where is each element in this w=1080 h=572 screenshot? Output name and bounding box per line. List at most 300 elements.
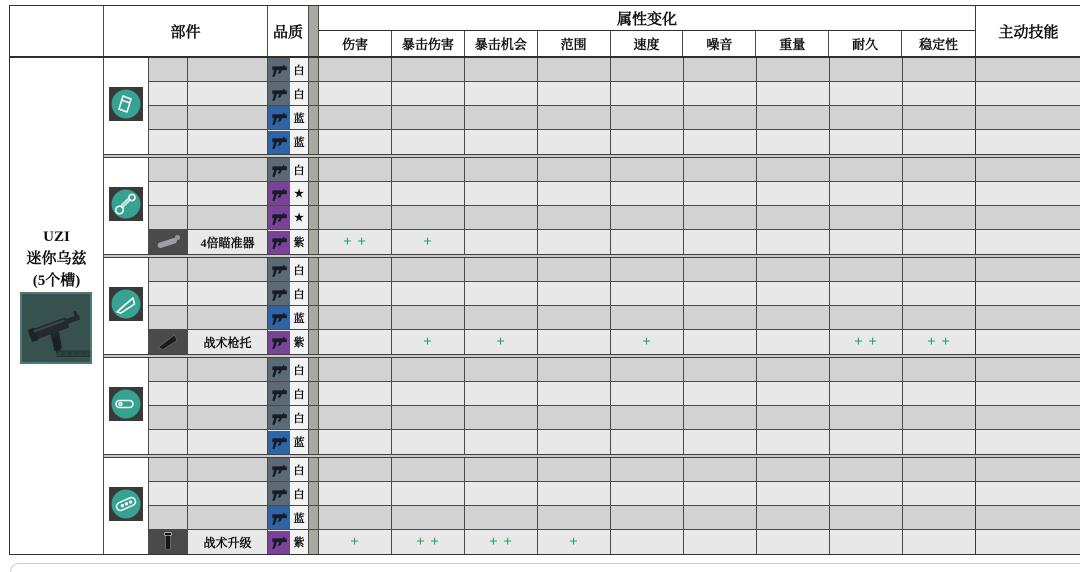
gun-icon xyxy=(268,131,290,154)
active-skill-cell xyxy=(976,330,1080,354)
table-row xyxy=(149,282,1080,306)
table-row xyxy=(149,530,1080,554)
attr-cell-noise xyxy=(684,282,757,305)
attr-cell-durability xyxy=(830,82,903,105)
quality-weapon-icon-cell xyxy=(268,58,290,81)
active-skill-cell xyxy=(976,430,1080,454)
part-name-cell xyxy=(188,406,268,429)
quality-weapon-icon-cell xyxy=(268,258,290,281)
part-icon-cell xyxy=(149,158,188,181)
part-icon-cell xyxy=(149,458,188,481)
attr-cell-noise xyxy=(684,382,757,405)
part-name-cell xyxy=(188,306,268,329)
separator-bar-cell xyxy=(309,130,319,154)
gun-icon xyxy=(268,58,290,81)
attr-cell-stability xyxy=(903,530,976,554)
attr-cell-stability xyxy=(903,306,976,329)
attr-cell-range: + xyxy=(538,530,611,554)
stock-part-icon xyxy=(149,330,188,354)
active-skill-cell xyxy=(976,206,1080,229)
attr-cell-crit-damage xyxy=(392,158,465,181)
attr-cell-range xyxy=(538,506,611,529)
attr-cell-weight xyxy=(757,206,830,229)
separator-bar-cell xyxy=(309,506,319,529)
quality-weapon-icon-cell xyxy=(268,482,290,505)
attr-cell-durability xyxy=(830,282,903,305)
attr-cell-range xyxy=(538,382,611,405)
attr-cell-damage xyxy=(319,358,392,381)
attr-cell-durability xyxy=(830,430,903,454)
attr-cell-weight xyxy=(757,130,830,154)
part-name-cell xyxy=(188,482,268,505)
attr-cell-weight xyxy=(757,358,830,381)
attr-cell-durability xyxy=(830,182,903,205)
part-name-cell xyxy=(188,106,268,129)
scope-icon xyxy=(109,187,143,226)
attr-cell-speed xyxy=(611,82,684,105)
header-attr-durability: 耐久 xyxy=(829,31,902,56)
quality-label-cell: 白 xyxy=(290,406,309,429)
attr-cell-stability: + + xyxy=(903,330,976,354)
attr-cell-range xyxy=(538,482,611,505)
attr-cell-noise xyxy=(684,130,757,154)
attr-cell-crit-damage xyxy=(392,406,465,429)
slot-cell-3 xyxy=(104,258,149,354)
suppressor-icon xyxy=(109,487,143,526)
attr-cell-range xyxy=(538,406,611,429)
attr-cell-damage xyxy=(319,258,392,281)
header-attr-damage: 伤害 xyxy=(319,31,392,56)
attr-cell-weight xyxy=(757,230,830,254)
attr-cell-crit-damage xyxy=(392,206,465,229)
attr-cell-crit-damage xyxy=(392,306,465,329)
attr-cell-crit-damage xyxy=(392,482,465,505)
header-attr-speed: 速度 xyxy=(611,31,684,56)
slot-group-2 xyxy=(104,158,1080,254)
gun-icon xyxy=(268,382,290,405)
attr-cell-stability xyxy=(903,506,976,529)
attr-cell-noise xyxy=(684,330,757,354)
part-icon-cell xyxy=(149,206,188,229)
active-skill-cell xyxy=(976,306,1080,329)
attr-cell-noise xyxy=(684,358,757,381)
attr-cell-crit-chance xyxy=(465,258,538,281)
quality-weapon-icon-cell xyxy=(268,530,290,554)
attr-cell-damage xyxy=(319,106,392,129)
quality-weapon-icon-cell xyxy=(268,130,290,154)
slot-group-3 xyxy=(104,258,1080,354)
table-row xyxy=(149,58,1080,82)
gun-icon xyxy=(268,258,290,281)
attr-cell-damage: + xyxy=(319,530,392,554)
attr-cell-range xyxy=(538,330,611,354)
table-row xyxy=(149,258,1080,282)
attr-cell-noise xyxy=(684,406,757,429)
attr-cell-weight xyxy=(757,106,830,129)
attr-cell-durability xyxy=(830,130,903,154)
attr-cell-range xyxy=(538,82,611,105)
attr-cell-range xyxy=(538,230,611,254)
gun-icon xyxy=(268,82,290,105)
weapon-name-cn: 迷你乌兹 xyxy=(26,251,87,267)
separator-bar-cell xyxy=(309,182,319,205)
attr-cell-damage xyxy=(319,458,392,481)
quality-weapon-icon-cell xyxy=(268,430,290,454)
separator-bar-cell xyxy=(309,230,319,254)
table-row xyxy=(149,182,1080,206)
part-icon-cell xyxy=(149,58,188,81)
quality-label-cell: 白 xyxy=(290,458,309,481)
attr-cell-speed xyxy=(611,58,684,81)
table-body xyxy=(10,58,1080,554)
uzi-weapon-image xyxy=(20,292,92,369)
table-row xyxy=(149,230,1080,254)
scope-part-icon xyxy=(149,230,188,254)
part-name-cell xyxy=(188,158,268,181)
weapon-info-cell xyxy=(10,58,104,554)
active-skill-cell xyxy=(976,358,1080,381)
quality-label-cell: 白 xyxy=(290,158,309,181)
attr-cell-damage xyxy=(319,58,392,81)
gun-icon xyxy=(268,431,290,454)
attr-cell-noise xyxy=(684,530,757,554)
attr-cell-crit-chance xyxy=(465,382,538,405)
quality-label-cell: 白 xyxy=(290,258,309,281)
table-row xyxy=(149,106,1080,130)
stock-icon xyxy=(109,287,143,326)
table-row xyxy=(149,206,1080,230)
gun-icon xyxy=(268,306,290,329)
gun-icon xyxy=(268,158,290,181)
active-skill-cell xyxy=(976,506,1080,529)
active-skill-cell xyxy=(976,406,1080,429)
attr-cell-weight xyxy=(757,82,830,105)
attr-cell-crit-chance: + + xyxy=(465,530,538,554)
header-attr-noise: 噪音 xyxy=(683,31,756,56)
quality-label-cell: 白 xyxy=(290,82,309,105)
attr-cell-damage xyxy=(319,406,392,429)
attr-cell-crit-damage xyxy=(392,358,465,381)
part-name-cell xyxy=(188,458,268,481)
attr-cell-crit-damage xyxy=(392,458,465,481)
quality-label-cell: 紫 xyxy=(290,230,309,254)
separator-bar-cell xyxy=(309,530,319,554)
part-icon-cell xyxy=(149,106,188,129)
header-active-skill: 主动技能 xyxy=(998,24,1059,41)
slot-group-4 xyxy=(104,358,1080,454)
next-section-top-border xyxy=(10,563,1080,572)
attr-cell-crit-damage xyxy=(392,382,465,405)
header-attr-crit-chance: 暴击机会 xyxy=(465,31,538,56)
attr-cell-crit-chance xyxy=(465,58,538,81)
quality-label-cell: 蓝 xyxy=(290,506,309,529)
quality-weapon-icon-cell xyxy=(268,358,290,381)
attr-cell-speed xyxy=(611,182,684,205)
attr-cell-stability xyxy=(903,358,976,381)
separator-bar-cell xyxy=(309,382,319,405)
header-parts: 部件 xyxy=(104,6,268,56)
attr-cell-damage xyxy=(319,430,392,454)
gun-icon xyxy=(268,358,290,381)
separator-bar-cell xyxy=(309,306,319,329)
attr-cell-durability xyxy=(830,58,903,81)
part-icon-cell xyxy=(149,430,188,454)
attr-cell-durability xyxy=(830,106,903,129)
attr-cell-damage xyxy=(319,206,392,229)
active-skill-cell xyxy=(976,530,1080,554)
attr-cell-speed xyxy=(611,258,684,281)
table-row xyxy=(149,406,1080,430)
attr-cell-range xyxy=(538,206,611,229)
quality-label-cell: 白 xyxy=(290,58,309,81)
attr-cell-noise xyxy=(684,458,757,481)
grip-part-icon xyxy=(149,530,188,554)
attr-cell-stability xyxy=(903,130,976,154)
part-icon-cell xyxy=(149,182,188,205)
attr-cell-stability xyxy=(903,458,976,481)
separator-bar-cell xyxy=(309,458,319,481)
attr-cell-durability xyxy=(830,306,903,329)
attr-cell-noise xyxy=(684,206,757,229)
quality-label-cell: 白 xyxy=(290,382,309,405)
attr-cell-stability xyxy=(903,106,976,129)
weapon-name-en: UZI xyxy=(43,229,70,245)
attr-cell-stability xyxy=(903,430,976,454)
part-name-cell xyxy=(188,358,268,381)
quality-weapon-icon-cell xyxy=(268,382,290,405)
attr-cell-stability xyxy=(903,482,976,505)
active-skill-cell xyxy=(976,106,1080,129)
attr-cell-noise xyxy=(684,58,757,81)
attr-cell-crit-chance xyxy=(465,430,538,454)
quality-label-cell: 蓝 xyxy=(290,430,309,454)
attr-cell-speed xyxy=(611,130,684,154)
header-separator-bar xyxy=(309,6,319,56)
quality-label-cell: 蓝 xyxy=(290,106,309,129)
part-icon-cell xyxy=(149,130,188,154)
attr-cell-durability xyxy=(830,206,903,229)
attr-cell-crit-chance xyxy=(465,82,538,105)
part-name-cell xyxy=(188,258,268,281)
active-skill-cell xyxy=(976,182,1080,205)
quality-label-cell: ★ xyxy=(290,206,309,229)
attr-cell-speed xyxy=(611,230,684,254)
quality-weapon-icon-cell xyxy=(268,282,290,305)
attr-cell-durability xyxy=(830,230,903,254)
attr-cell-stability xyxy=(903,82,976,105)
attr-cell-durability xyxy=(830,482,903,505)
part-icon-cell xyxy=(149,258,188,281)
table-row xyxy=(149,330,1080,354)
attr-cell-noise xyxy=(684,506,757,529)
gun-icon xyxy=(268,231,290,254)
part-icon-cell xyxy=(149,482,188,505)
gun-icon xyxy=(268,282,290,305)
weapon-title xyxy=(10,226,103,292)
part-name-cell: 战术升级 xyxy=(188,530,268,554)
attr-cell-range xyxy=(538,182,611,205)
attr-cell-speed xyxy=(611,430,684,454)
attr-cell-noise xyxy=(684,82,757,105)
separator-bar-cell xyxy=(309,482,319,505)
attr-cell-stability xyxy=(903,282,976,305)
quality-label-cell: 蓝 xyxy=(290,130,309,154)
attr-cell-speed xyxy=(611,106,684,129)
attr-cell-speed xyxy=(611,158,684,181)
attr-cell-crit-chance xyxy=(465,230,538,254)
attr-cell-speed xyxy=(611,282,684,305)
weapon-slots-note: (5个槽) xyxy=(32,273,81,289)
attr-cell-weight xyxy=(757,482,830,505)
active-skill-cell xyxy=(976,230,1080,254)
quality-label-cell: 白 xyxy=(290,358,309,381)
part-name-cell: 4倍瞄准器 xyxy=(188,230,268,254)
header-attr-change: 属性变化 xyxy=(319,6,975,31)
part-icon-cell xyxy=(149,382,188,405)
quality-weapon-icon-cell xyxy=(268,330,290,354)
attr-cell-crit-damage xyxy=(392,258,465,281)
attr-cell-range xyxy=(538,130,611,154)
attr-cell-noise xyxy=(684,182,757,205)
slot-cell-4 xyxy=(104,358,149,454)
table-row xyxy=(149,506,1080,530)
attr-cell-crit-chance xyxy=(465,158,538,181)
table-row xyxy=(149,158,1080,182)
attr-cell-crit-damage xyxy=(392,282,465,305)
uzi-attachment-table xyxy=(9,5,1080,555)
part-name-cell xyxy=(188,182,268,205)
quality-label-cell: 白 xyxy=(290,482,309,505)
attr-cell-range xyxy=(538,158,611,181)
part-name-cell xyxy=(188,58,268,81)
header-empty-cell xyxy=(10,6,104,56)
quality-weapon-icon-cell xyxy=(268,158,290,181)
attr-cell-range xyxy=(538,430,611,454)
attr-cell-weight xyxy=(757,330,830,354)
attr-cell-weight xyxy=(757,182,830,205)
active-skill-cell xyxy=(976,58,1080,81)
active-skill-cell xyxy=(976,382,1080,405)
table-header xyxy=(10,6,1080,58)
attr-cell-durability: + + xyxy=(830,330,903,354)
separator-bar-cell xyxy=(309,282,319,305)
attr-cell-speed xyxy=(611,506,684,529)
attr-cell-speed xyxy=(611,358,684,381)
part-name-cell xyxy=(188,430,268,454)
part-name-cell xyxy=(188,82,268,105)
attr-cell-crit-damage xyxy=(392,82,465,105)
attr-cell-speed xyxy=(611,382,684,405)
separator-bar-cell xyxy=(309,258,319,281)
attr-cell-durability xyxy=(830,158,903,181)
attr-cell-weight xyxy=(757,158,830,181)
active-skill-cell xyxy=(976,82,1080,105)
gun-icon xyxy=(268,406,290,429)
slot-cell-5 xyxy=(104,458,149,554)
attr-cell-crit-damage: + + xyxy=(392,530,465,554)
table-row xyxy=(149,82,1080,106)
separator-bar-cell xyxy=(309,158,319,181)
attr-cell-crit-chance xyxy=(465,282,538,305)
quality-weapon-icon-cell xyxy=(268,230,290,254)
attr-cell-noise xyxy=(684,106,757,129)
attr-cell-weight xyxy=(757,58,830,81)
quality-label-cell: 紫 xyxy=(290,330,309,354)
quality-weapon-icon-cell xyxy=(268,206,290,229)
quality-weapon-icon-cell xyxy=(268,106,290,129)
attr-cell-range xyxy=(538,282,611,305)
table-row xyxy=(149,130,1080,154)
part-name-cell xyxy=(188,506,268,529)
part-name-cell xyxy=(188,130,268,154)
part-icon-cell xyxy=(149,282,188,305)
attr-cell-stability xyxy=(903,58,976,81)
table-row xyxy=(149,306,1080,330)
attr-cell-damage xyxy=(319,482,392,505)
attr-cell-damage xyxy=(319,130,392,154)
attr-cell-crit-chance xyxy=(465,406,538,429)
attr-cell-weight xyxy=(757,430,830,454)
attr-cell-weight xyxy=(757,282,830,305)
attr-cell-speed xyxy=(611,530,684,554)
attr-cell-speed xyxy=(611,306,684,329)
attr-cell-durability xyxy=(830,506,903,529)
separator-bar-cell xyxy=(309,82,319,105)
header-attributes-group xyxy=(319,6,976,56)
gun-icon xyxy=(268,182,290,205)
barrel-icon xyxy=(109,387,143,426)
attr-cell-crit-damage xyxy=(392,58,465,81)
attr-cell-stability xyxy=(903,258,976,281)
attr-cell-stability xyxy=(903,406,976,429)
header-attr-range: 范围 xyxy=(538,31,611,56)
attr-cell-weight xyxy=(757,458,830,481)
attr-cell-damage xyxy=(319,382,392,405)
attr-cell-stability xyxy=(903,158,976,181)
attr-cell-noise xyxy=(684,158,757,181)
quality-label-cell: 紫 xyxy=(290,530,309,554)
quality-label-cell: 蓝 xyxy=(290,306,309,329)
active-skill-cell xyxy=(976,258,1080,281)
gun-icon xyxy=(268,206,290,229)
attr-cell-crit-chance xyxy=(465,358,538,381)
part-icon-cell xyxy=(149,358,188,381)
attr-cell-durability xyxy=(830,382,903,405)
attr-cell-crit-chance xyxy=(465,130,538,154)
attr-cell-speed xyxy=(611,482,684,505)
active-skill-cell xyxy=(976,158,1080,181)
attr-cell-speed: + xyxy=(611,330,684,354)
separator-bar-cell xyxy=(309,106,319,129)
attr-cell-crit-damage xyxy=(392,182,465,205)
attr-cell-stability xyxy=(903,382,976,405)
attr-cell-damage: + + xyxy=(319,230,392,254)
attr-cell-range xyxy=(538,358,611,381)
attr-cell-crit-damage xyxy=(392,506,465,529)
attr-cell-range xyxy=(538,258,611,281)
attr-cell-stability xyxy=(903,230,976,254)
attr-cell-crit-damage xyxy=(392,106,465,129)
attr-cell-damage xyxy=(319,182,392,205)
active-skill-cell xyxy=(976,482,1080,505)
attr-cell-noise xyxy=(684,430,757,454)
part-name-cell xyxy=(188,206,268,229)
attr-cell-crit-chance xyxy=(465,182,538,205)
attr-cell-crit-damage: + xyxy=(392,230,465,254)
attr-cell-noise xyxy=(684,306,757,329)
quality-weapon-icon-cell xyxy=(268,306,290,329)
active-skill-cell xyxy=(976,282,1080,305)
